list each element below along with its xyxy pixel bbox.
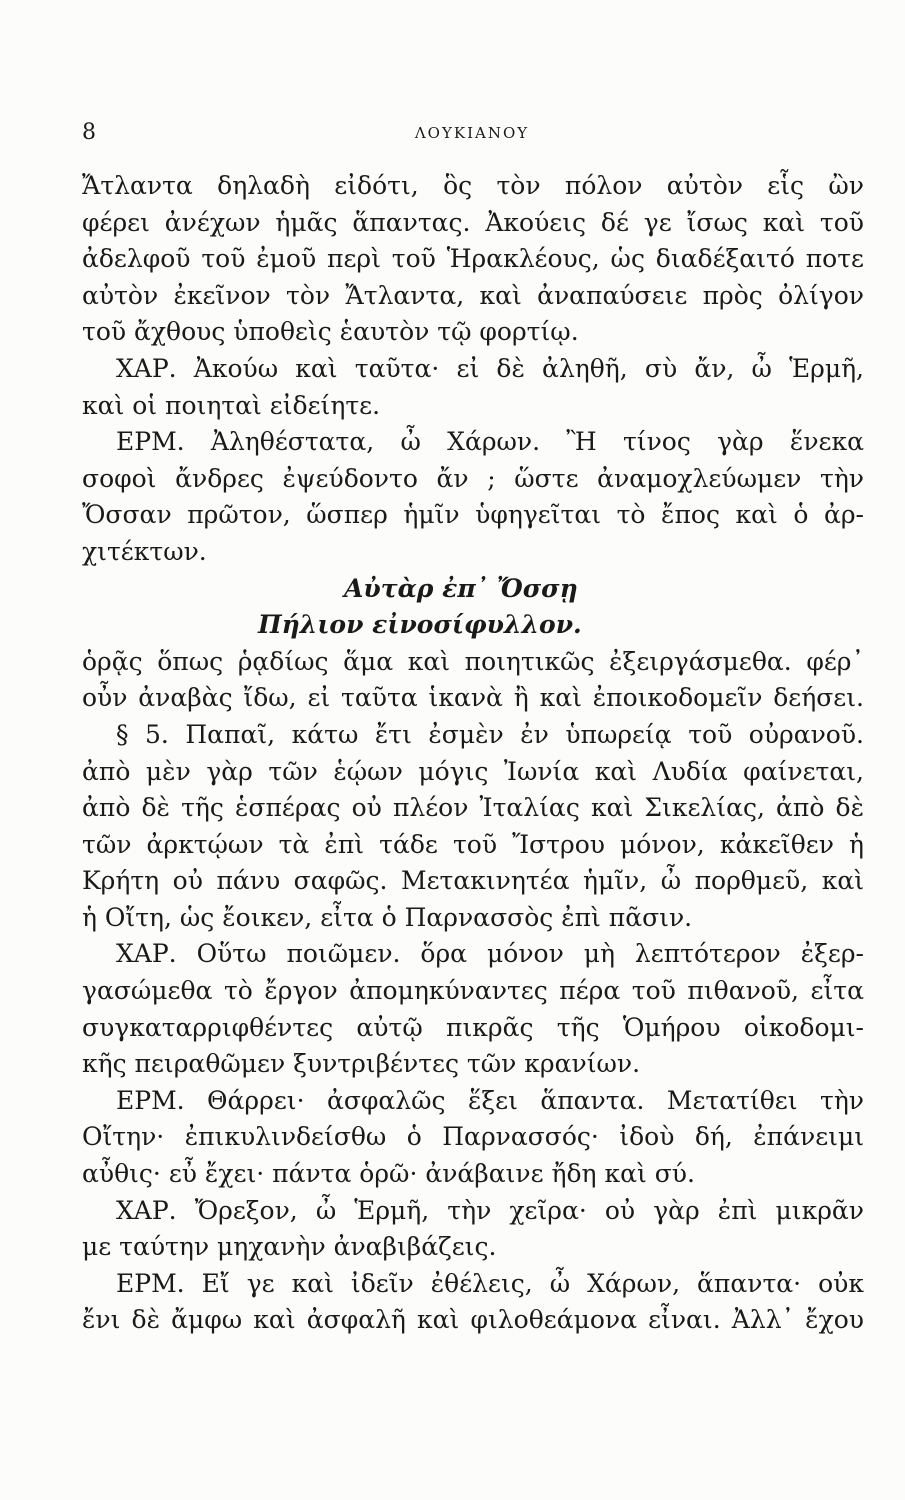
text-line: ΧΑΡ. Οὕτω ποιῶμεν. ὅρα μόνον μὴ λεπτότερον ἐξερ- <box>116 939 864 969</box>
running-head: ΛΟΥΚΙΑΝΟΥ <box>414 124 530 142</box>
text-line: ἔνι δὲ ἄμφω καὶ ἀσφαλῆ καὶ φιλοθεάμονα εἶναι. Ἀλλ᾽ ἔχου <box>82 1305 864 1335</box>
body-text <box>82 168 864 1339</box>
text-line: φέρει ἀνέχων ἡμᾶς ἅπαντας. Ἀκούεις δέ γε ἴσως καὶ τοῦ <box>82 207 864 237</box>
verse-quote-line: Αὐτὰρ ἐπ᾽ Ὄσσῃ <box>344 573 578 603</box>
text-line: ΕΡΜ. Εἴ γε καὶ ἰδεῖν ἐθέλεις, ὦ Χάρων, ἅπαντα· οὐκ <box>116 1268 864 1298</box>
text-line: γασώμεθα τὸ ἔργον ἀπομηκύναντες πέρα τοῦ πιθανοῦ, εἶτα <box>82 976 864 1006</box>
text-line: κῆς πειραθῶμεν ξυντριβέντες τῶν κρανίων. <box>82 1049 641 1079</box>
text-line: Κρήτη οὐ πάνυ σαφῶς. Μετακινητέα ἡμῖν, ὦ πορθμεῦ, καὶ <box>82 866 864 896</box>
text-line: Οἴτην· ἐπικυλινδείσθω ὁ Παρνασσός· ἰδοὺ δή, ἐπάνειμι <box>82 1122 864 1152</box>
text-line: σοφοὶ ἄνδρες ἐψεύδοντο ἄν ; ὥστε ἀναμοχλεύωμεν τὴν <box>82 463 864 493</box>
text-line: Ἄτλαντα δηλαδὴ εἰδότι, ὃς τὸν πόλον αὐτὸν εἷς ὢν <box>82 171 864 200</box>
text-line: ἀπὸ δὲ τῆς ἑσπέρας οὐ πλέον Ἰταλίας καὶ Σικελίας, ἀπὸ δὲ <box>82 793 864 823</box>
text-line: αὖθις· εὖ ἔχει· πάντα ὁρῶ· ἀνάβαινε ἤδη καὶ σύ. <box>82 1159 695 1189</box>
text-line: ὁρᾷς ὅπως ῥᾳδίως ἅμα καὶ ποιητικῶς ἐξειργάσμεθα. φέρ᾽ <box>82 646 864 676</box>
verse-quote-line: Πήλιον εἰνοσίφυλλον. <box>258 610 582 640</box>
text-line: τοῦ ἄχθους ὑποθεὶς ἑαυτὸν τῷ φορτίῳ. <box>82 317 579 347</box>
text-line: ΧΑΡ. Ἀκούω καὶ ταῦτα· εἰ δὲ ἀληθῆ, σὺ ἄν, ὦ Ἑρμῆ, <box>116 353 864 383</box>
text-line: ΧΑΡ. Ὄρεξον, ὦ Ἑρμῆ, τὴν χεῖρα· οὐ γὰρ ἐπὶ μικρᾶν <box>116 1195 864 1225</box>
text-line: συγκαταρριφθέντες αὐτῷ πικρᾶς τῆς Ὁμήρου οἰκοδομι- <box>82 1012 864 1042</box>
page-number: 8 <box>82 120 96 145</box>
text-line: ΕΡΜ. Θάρρει· ἀσφαλῶς ἕξει ἅπαντα. Μετατίθει τὴν <box>116 1085 864 1115</box>
text-line: Ὄσσαν πρῶτον, ὥσπερ ἡμῖν ὑφηγεῖται τὸ ἔπος καὶ ὁ ἀρ- <box>82 500 864 530</box>
page-header <box>82 120 862 150</box>
text-line: καὶ οἱ ποιηταὶ εἰδείητε. <box>82 390 381 420</box>
text-line: τῶν ἀρκτῴων τὰ ἐπὶ τάδε τοῦ Ἴστρου μόνον, κἀκεῖθεν ἡ <box>82 829 864 859</box>
text-line: ἡ Οἴτη, ὡς ἔοικεν, εἶτα ὁ Παρνασσὸς ἐπὶ πᾶσιν. <box>82 902 693 932</box>
text-line: ἀπὸ μὲν γὰρ τῶν ἑῴων μόγις Ἰωνία καὶ Λυδία φαίνεται, <box>82 756 864 786</box>
text-line: οὖν ἀναβὰς ἴδω, εἰ ταῦτα ἱκανὰ ἢ καὶ ἐποικοδομεῖν δεήσει. <box>82 683 864 713</box>
text-line: ΕΡΜ. Ἀληθέστατα, ὦ Χάρων. Ἢ τίνος γὰρ ἕνεκα <box>116 427 864 457</box>
text-line: αὐτὸν ἐκεῖνον τὸν Ἄτλαντα, καὶ ἀναπαύσειε πρὸς ὀλίγον <box>82 280 864 310</box>
text-line: § 5. Παπαῖ, κάτω ἔτι ἐσμὲν ἐν ὑπωρείᾳ τοῦ οὐρανοῦ. <box>116 719 864 749</box>
text-line: με ταύτην μηχανὴν ἀναβιβάζεις. <box>82 1232 497 1262</box>
text-line: ἀδελφοῦ τοῦ ἐμοῦ περὶ τοῦ Ἡρακλέους, ὡς διαδέξαιτό ποτε <box>82 244 864 274</box>
text-line: χιτέκτων. <box>82 536 207 566</box>
